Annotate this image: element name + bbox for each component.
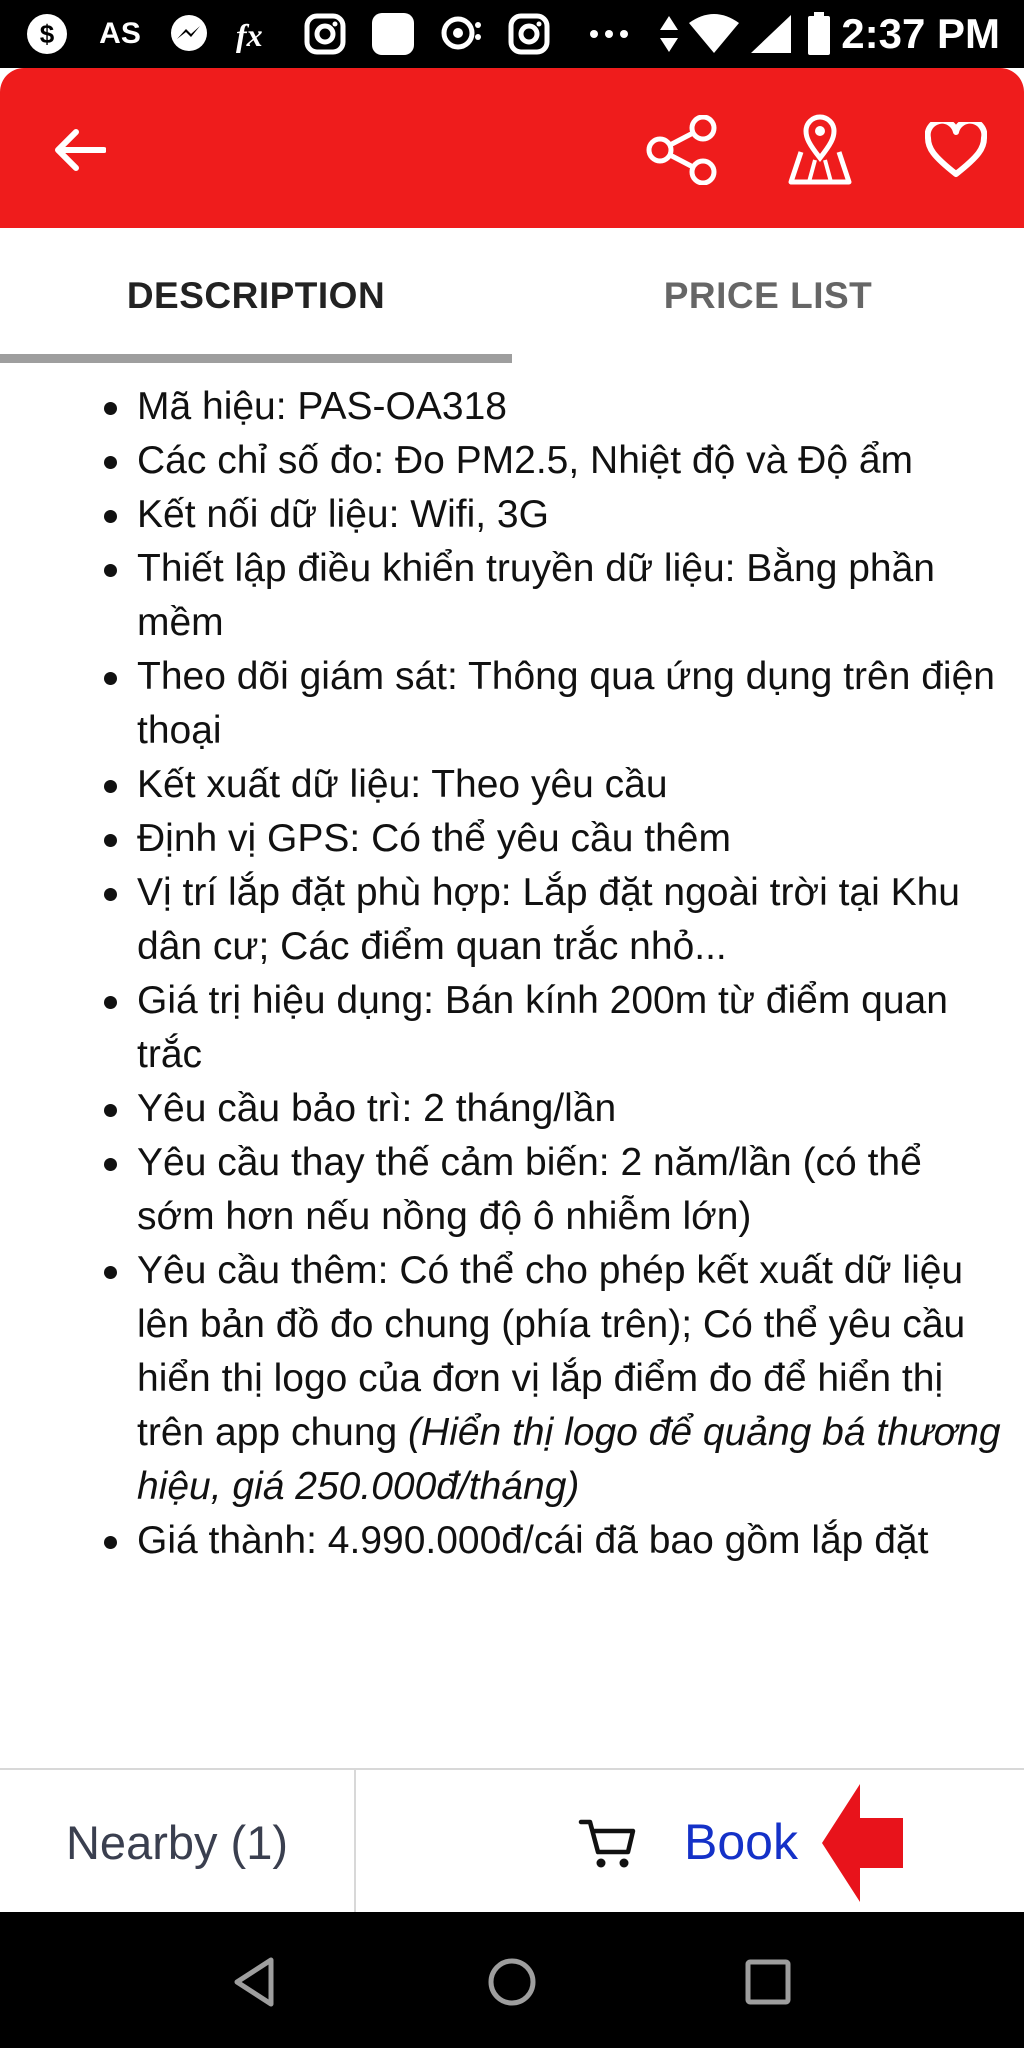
wifi-icon xyxy=(686,10,742,58)
messenger-icon xyxy=(164,10,214,58)
description-content xyxy=(0,380,1024,1765)
battery-icon xyxy=(804,10,834,58)
map-pin-icon[interactable] xyxy=(778,108,862,192)
app-square-icon xyxy=(368,10,418,58)
data-arrows-icon xyxy=(656,10,682,58)
signal-icon xyxy=(748,10,794,58)
list-item-extra xyxy=(137,1244,1024,1514)
status-bar xyxy=(0,0,1024,68)
svg-text:$: $ xyxy=(39,19,55,49)
list-item: Yêu cầu bảo trì: 2 tháng/lần xyxy=(137,1082,1024,1136)
more-dots-icon xyxy=(586,10,632,58)
fx-app-icon xyxy=(232,10,286,58)
home-circle-icon[interactable] xyxy=(482,1952,542,2012)
tab-price-list[interactable]: PRICE LIST xyxy=(663,275,873,316)
extra-item-text: Yêu cầu thêm: Có thể cho phép kết xuất dữ liệu lên bản đồ đo chung (phía trên); Có thể yêu cầu hiển thị logo của đơn vị lắp điểm đo để hiển thị trên app chung xyxy=(137,1249,966,1454)
tab-indicator xyxy=(0,354,512,363)
list-item: Vị trí lắp đặt phù hợp: Lắp đặt ngoài trời tại Khu dân cư; Các điểm quan trắc nhỏ... xyxy=(137,866,1024,974)
list-item-price: Giá thành: 4.990.000đ/cái đã bao gồm lắp đặt xyxy=(137,1514,1024,1568)
list-item: Định vị GPS: Có thể yêu cầu thêm xyxy=(137,812,1024,866)
list-item: Kết nối dữ liệu: Wifi, 3G xyxy=(137,488,1024,542)
back-arrow-icon[interactable] xyxy=(38,108,122,192)
app-bar xyxy=(0,68,1024,228)
list-item: Các chỉ số đo: Đo PM2.5, Nhiệt độ và Độ ẩm xyxy=(137,434,1024,488)
book-label: Book xyxy=(684,1814,798,1870)
tab-description[interactable]: DESCRIPTION xyxy=(126,275,386,316)
instagram-icon xyxy=(302,10,348,58)
list-item: Theo dõi giám sát: Thông qua ứng dụng trên điện thoại xyxy=(137,650,1024,758)
list-item: Mã hiệu: PAS-OA318 xyxy=(137,380,1024,434)
nearby-button[interactable]: Nearby (1) xyxy=(0,1770,356,1914)
system-nav-bar xyxy=(0,1912,1024,2048)
list-item: Giá trị hiệu dụng: Bán kính 200m từ điểm quan trắc xyxy=(137,974,1024,1082)
list-item: Kết xuất dữ liệu: Theo yêu cầu xyxy=(137,758,1024,812)
back-triangle-icon[interactable] xyxy=(225,1952,285,2012)
list-item: Yêu cầu thay thế cảm biến: 2 năm/lần (có thể sớm hơn nếu nồng độ ô nhiễm lớn) xyxy=(137,1136,1024,1244)
dollar-circle-icon xyxy=(22,10,72,58)
recents-square-icon[interactable] xyxy=(738,1952,798,2012)
spec-list xyxy=(0,380,1024,1568)
extra-item-note: (Hiển thị logo để quảng bá thương hiệu, giá 250.000đ/tháng) xyxy=(137,1411,1001,1508)
heart-icon[interactable] xyxy=(914,108,998,192)
svg-text:fx: fx xyxy=(236,17,263,53)
carrier-badge-icon: AS xyxy=(99,17,141,50)
cast-icon xyxy=(436,10,486,58)
list-item: Thiết lập điều khiển truyền dữ liệu: Bằng phần mềm xyxy=(137,542,1024,650)
status-time: 2:37 PM xyxy=(841,10,1000,57)
annotation-arrow-icon xyxy=(820,1782,905,1904)
book-button[interactable] xyxy=(358,1770,1024,1914)
cart-icon xyxy=(578,1814,638,1874)
share-icon[interactable] xyxy=(640,108,724,192)
instagram-icon xyxy=(506,10,552,58)
tab-bar xyxy=(0,228,1024,364)
